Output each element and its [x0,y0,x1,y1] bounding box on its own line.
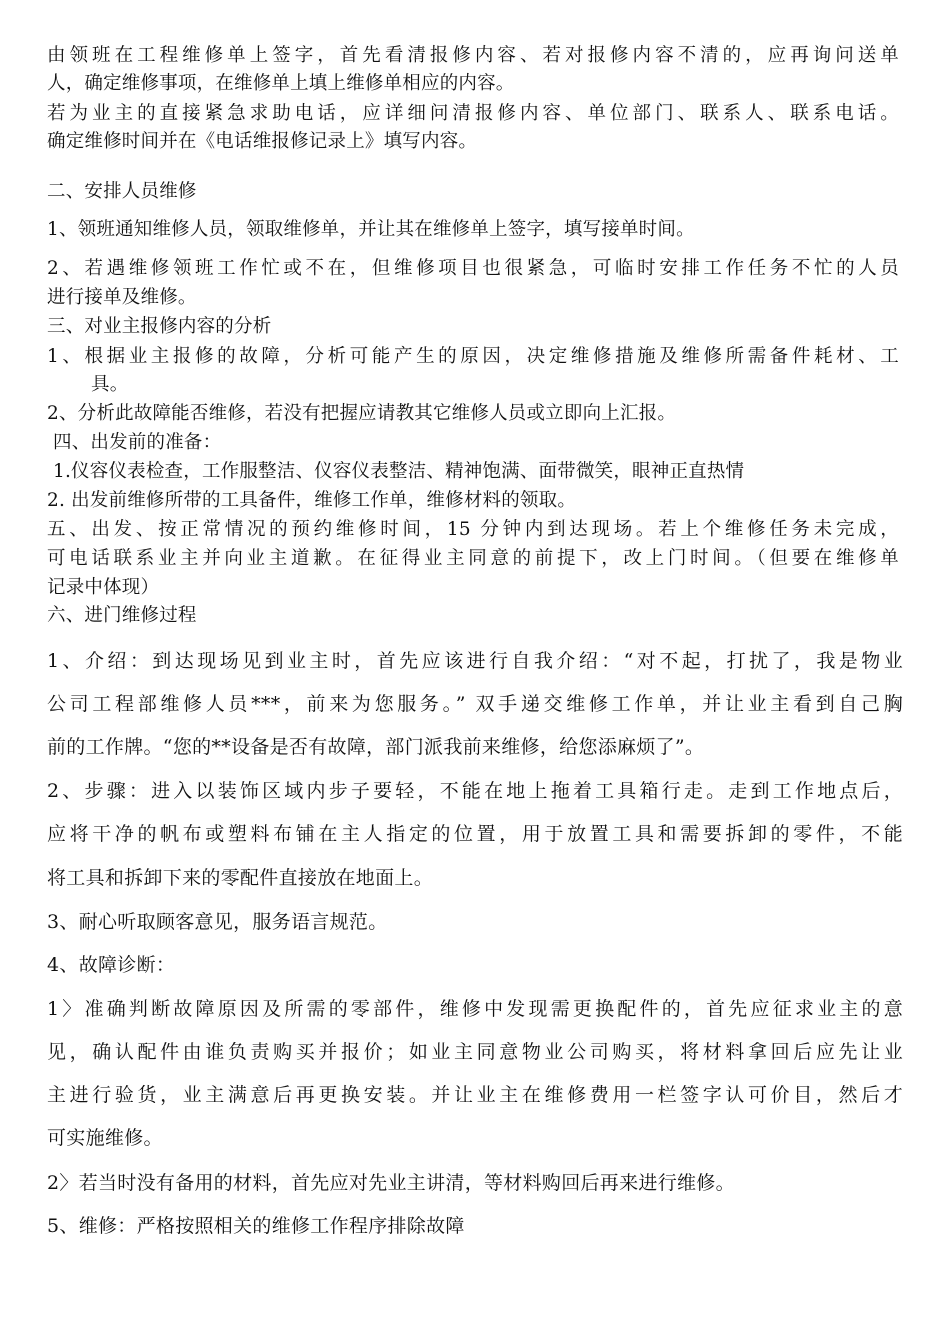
text-line-25: 将工具和拆卸下来的零配件直接放在地面上。 [47,867,434,889]
text-line-23: 2、步骤：进入以装饰区域内步子要轻，不能在地上拖着工具箱行走。走到工作地点后， [47,780,903,802]
text-line-21: 公司工程部维修人员***，前来为您服务。” 双手递交维修工作单，并让业主看到自己胸 [47,693,903,715]
section-heading-3: 三、对业主报修内容的分析 [47,316,272,337]
text-line-2: 人，确定维修事项，在维修单上填上维修单相应的内容。 [47,73,515,94]
text-line-12: 2、分析此故障能否维修，若没有把握应请教其它维修人员或立即向上汇报。 [47,403,677,424]
text-line-20: 1、介绍：到达现场见到业主时，首先应该进行自我介绍：“对不起，打扰了，我是物业 [47,650,903,672]
section-heading-5: 五、出发、按正常情况的预约维修时间，15 分钟内到达现场。若上个维修任务未完成， [47,519,899,540]
text-line-14: 1.仪容仪表检查，工作服整洁、仪容仪表整洁、精神饱满、面带微笑，眼神正直热情 [53,461,745,482]
text-line-27: 4、故障诊断： [47,954,176,976]
text-line-32: 2〉若当时没有备用的材料，首先应对先业主讲清，等材料购回后再来进行维修。 [47,1172,735,1194]
text-line-28: 1〉准确判断故障原因及所需的零部件，维修中发现需更换配件的，首先应征求业主的意 [47,998,903,1020]
section-heading-6: 六、进门维修过程 [47,605,197,626]
text-line-4: 确定维修时间并在《电话维报修记录上》填写内容。 [47,131,478,152]
text-line-26: 3、耐心听取顾客意见，服务语言规范。 [47,911,388,933]
text-line-22: 前的工作牌。“您的**设备是否有故障，部门派我前来维修，给您添麻烦了”。 [47,736,705,758]
text-line-33: 5、维修：严格按照相关的维修工作程序排除故障 [47,1215,465,1237]
text-line-18: 记录中体现） [47,577,160,598]
text-line-11: 具。 [91,374,129,395]
text-line-8: 进行接单及维修。 [47,287,197,308]
text-line-15: 2. 出发前维修所带的工具备件，维修工作单，维修材料的领取。 [47,490,577,511]
text-line-31: 可实施维修。 [47,1127,163,1149]
text-line-24: 应将干净的帆布或塑料布铺在主人指定的位置，用于放置工具和需要拆卸的零件，不能 [47,823,903,845]
text-line-1: 由领班在工程维修单上签字，首先看清报修内容、若对报修内容不清的，应再询问送单 [47,45,899,66]
text-line-10: 1、根据业主报修的故障，分析可能产生的原因，决定维修措施及维修所需备件耗材、工 [47,346,899,367]
section-heading-4: 四、出发前的准备： [53,432,222,453]
text-line-6: 1、领班通知维修人员，领取维修单，并让其在维修单上签字，填写接单时间。 [47,219,695,240]
text-line-7: 2、若遇维修领班工作忙或不在，但维修项目也很紧急，可临时安排工作任务不忙的人员 [47,258,899,279]
section-heading-2: 二、安排人员维修 [47,181,197,202]
text-line-30: 主进行验货，业主满意后再更换安装。并让业主在维修费用一栏签字认可价目，然后才 [47,1084,903,1106]
text-line-29: 见，确认配件由谁负责购买并报价；如业主同意物业公司购买，将材料拿回后应先让业 [47,1041,903,1063]
text-line-3: 若为业主的直接紧急求助电话，应详细问清报修内容、单位部门、联系人、联系电话。 [47,103,899,124]
text-line-17: 可电话联系业主并向业主道歉。在征得业主同意的前提下，改上门时间。（但要在维修单 [47,548,899,569]
